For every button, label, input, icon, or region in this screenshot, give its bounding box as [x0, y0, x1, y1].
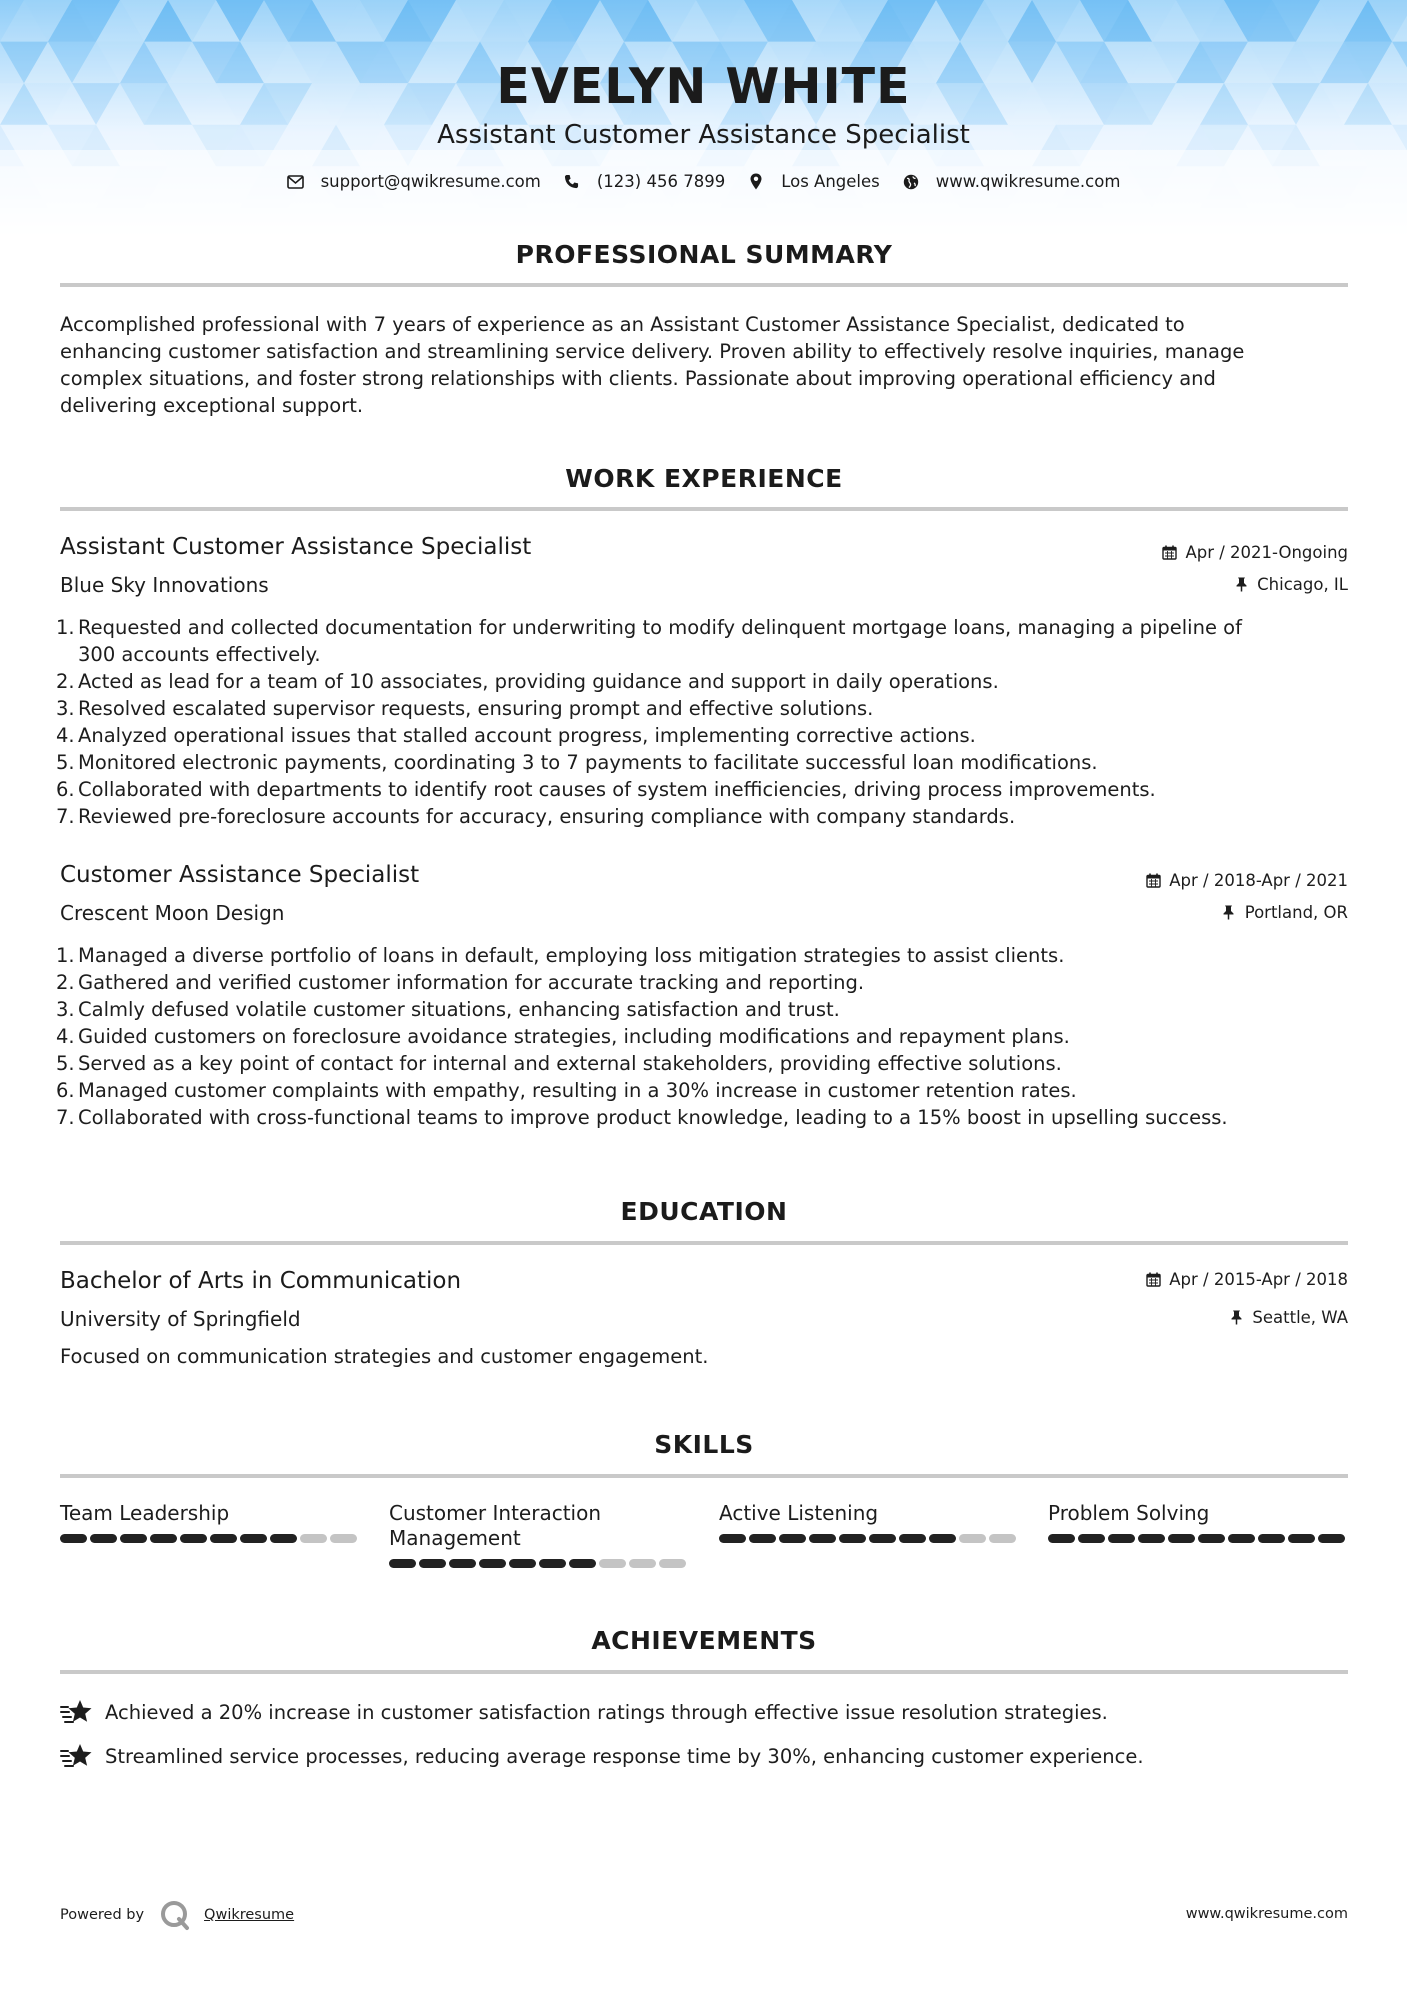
skill-rating-segment	[839, 1534, 866, 1543]
skill-rating-segment	[1048, 1534, 1075, 1543]
contact-website-text: www.qwikresume.com	[935, 172, 1121, 191]
contact-email[interactable]	[287, 172, 541, 191]
summary-line: enhancing customer satisfaction and streamlining service delivery. Proven ability to effectively resolve inquiries, manage	[60, 340, 1245, 363]
skill-rating-segment	[749, 1534, 776, 1543]
skill-item	[719, 1501, 1019, 1543]
skill-rating-segment	[330, 1534, 357, 1543]
education-school: University of Springfield	[60, 1307, 301, 1331]
job-location-text: Portland, OR	[1244, 903, 1348, 922]
skill-rating-segment	[389, 1559, 416, 1568]
skill-rating	[60, 1534, 360, 1543]
skill-rating-segment	[569, 1559, 596, 1568]
list-item: 4. Guided customers on foreclosure avoidance strategies, including modifications and repayment plans.	[56, 1025, 1070, 1048]
skill-rating	[389, 1559, 689, 1568]
education-divider	[60, 1241, 1348, 1245]
summary-line: Accomplished professional with 7 years of experience as an Assistant Customer Assistance Specialist, dedicated to	[60, 313, 1185, 336]
skill-rating-segment	[1198, 1534, 1225, 1543]
contact-location-text: Los Angeles	[781, 172, 880, 191]
skill-rating-segment	[270, 1534, 297, 1543]
list-item: 4. Analyzed operational issues that stalled account progress, implementing corrective actions.	[56, 724, 976, 747]
list-item: 6. Managed customer complaints with empathy, resulting in a 30% increase in customer retention rates.	[56, 1079, 1077, 1102]
job-dates-text: Apr / 2021-Ongoing	[1185, 543, 1348, 562]
job-dates	[1161, 543, 1348, 562]
pin-icon	[1228, 1310, 1244, 1326]
list-item: 2. Acted as lead for a team of 10 associates, providing guidance and support in daily operations.	[56, 670, 999, 693]
skill-rating	[1048, 1534, 1348, 1543]
map-marker-icon	[747, 173, 765, 191]
job-location	[1233, 575, 1348, 594]
skill-rating-segment	[90, 1534, 117, 1543]
skill-rating-segment	[1228, 1534, 1255, 1543]
skill-rating-segment	[959, 1534, 986, 1543]
contact-location	[747, 172, 880, 191]
list-item: 5. Monitored electronic payments, coordinating 3 to 7 payments to facilitate successful loan modifications.	[56, 751, 1098, 774]
pin-icon	[1233, 577, 1249, 593]
skill-name: Active Listening	[719, 1501, 879, 1525]
list-item: 3. Calmly defused volatile customer situations, enhancing satisfaction and trust.	[56, 998, 840, 1021]
skill-rating-segment	[989, 1534, 1016, 1543]
skill-rating-segment	[1078, 1534, 1105, 1543]
list-item: 1. Requested and collected documentation for underwriting to modify delinquent mortgage loans, managing a pipeline of 300 accounts effectively.	[56, 616, 1242, 666]
skill-rating-segment	[899, 1534, 926, 1543]
list-item: 3. Resolved escalated supervisor requests, ensuring prompt and effective solutions.	[56, 697, 874, 720]
skill-item	[60, 1501, 360, 1543]
list-item: 5. Served as a key point of contact for internal and external stakeholders, providing effective solutions.	[56, 1052, 1062, 1075]
job-location-text: Chicago, IL	[1257, 575, 1348, 594]
calendar-icon	[1145, 1272, 1161, 1288]
qwikresume-link[interactable]: Qwikresume	[204, 1907, 295, 1923]
skill-rating-segment	[629, 1559, 656, 1568]
education-dates	[1145, 1270, 1348, 1289]
contact-website[interactable]	[902, 172, 1121, 191]
skill-rating-segment	[1138, 1534, 1165, 1543]
skill-rating-segment	[150, 1534, 177, 1543]
skill-rating-segment	[120, 1534, 147, 1543]
skills-heading: SKILLS	[654, 1430, 754, 1459]
job-company: Blue Sky Innovations	[60, 573, 269, 597]
education-heading: EDUCATION	[620, 1197, 788, 1226]
candidate-name: EVELYN WHITE	[496, 58, 911, 115]
skill-rating-segment	[539, 1559, 566, 1568]
skill-rating-segment	[419, 1559, 446, 1568]
footer-website[interactable]: www.qwikresume.com	[1185, 1906, 1348, 1922]
summary-heading: PROFESSIONAL SUMMARY	[515, 240, 893, 269]
skills-divider	[60, 1474, 1348, 1478]
summary-line: delivering exceptional support.	[60, 394, 364, 417]
list-item: 2. Gathered and verified customer information for accurate tracking and reporting.	[56, 971, 865, 994]
globe-icon	[902, 173, 920, 191]
education-location-text: Seattle, WA	[1252, 1308, 1348, 1327]
skill-rating-segment	[509, 1559, 536, 1568]
contact-row	[0, 172, 1407, 191]
skill-rating-segment	[929, 1534, 956, 1543]
list-item: 7. Collaborated with cross-functional teams to improve product knowledge, leading to a 15% boost in upselling success.	[56, 1106, 1228, 1129]
job-company: Crescent Moon Design	[60, 901, 285, 925]
job-bullets	[56, 614, 1350, 830]
skill-rating-segment	[1258, 1534, 1285, 1543]
skill-rating-segment	[1108, 1534, 1135, 1543]
skill-rating-segment	[869, 1534, 896, 1543]
job-bullets	[56, 942, 1350, 1131]
achievements-divider	[60, 1670, 1348, 1674]
skill-rating-segment	[599, 1559, 626, 1568]
skill-rating-segment	[1288, 1534, 1315, 1543]
skill-name: Team Leadership	[60, 1501, 230, 1525]
skill-rating-segment	[1168, 1534, 1195, 1543]
envelope-icon	[287, 173, 305, 191]
summary-line: complex situations, and foster strong relationships with clients. Passionate about improving operational efficiency and	[60, 367, 1216, 390]
skill-rating-segment	[719, 1534, 746, 1543]
calendar-icon	[1161, 545, 1177, 561]
skill-item	[1048, 1501, 1348, 1543]
skill-rating-segment	[300, 1534, 327, 1543]
education-description: Focused on communication strategies and customer engagement.	[60, 1345, 709, 1368]
skill-rating-segment	[479, 1559, 506, 1568]
experience-divider	[60, 507, 1348, 511]
skill-rating-segment	[180, 1534, 207, 1543]
education-degree: Bachelor of Arts in Communication	[60, 1268, 462, 1294]
skill-rating-segment	[60, 1534, 87, 1543]
skill-rating-segment	[779, 1534, 806, 1543]
achievement-item	[60, 1741, 1144, 1771]
achievement-item	[60, 1697, 1108, 1727]
education-location	[1228, 1308, 1348, 1327]
star-award-icon	[60, 1697, 94, 1727]
skill-rating-segment	[210, 1534, 237, 1543]
list-item: 6. Collaborated with departments to identify root causes of system inefficiencies, driving process improvements.	[56, 778, 1156, 801]
contact-email-text: support@qwikresume.com	[320, 172, 541, 191]
footer-branding	[60, 1898, 294, 1932]
powered-by-label: Powered by	[60, 1907, 145, 1923]
job-role: Customer Assistance Specialist	[60, 862, 420, 888]
job-role: Assistant Customer Assistance Specialist	[60, 534, 532, 560]
experience-heading: WORK EXPERIENCE	[565, 464, 843, 493]
job-location	[1221, 903, 1348, 922]
achievement-text: Streamlined service processes, reducing average response time by 30%, enhancing customer experience.	[105, 1744, 1144, 1768]
summary-text	[60, 311, 1350, 419]
skill-rating-segment	[449, 1559, 476, 1568]
qwikresume-logo-icon	[158, 1898, 192, 1932]
contact-phone[interactable]	[563, 172, 725, 191]
candidate-title: Assistant Customer Assistance Specialist	[437, 120, 970, 150]
education-dates-text: Apr / 2015-Apr / 2018	[1169, 1270, 1348, 1289]
achievement-text: Achieved a 20% increase in customer satisfaction ratings through effective issue resolution strategies.	[105, 1700, 1108, 1724]
skill-name: Problem Solving	[1048, 1501, 1210, 1525]
phone-icon	[563, 173, 581, 191]
star-award-icon	[60, 1741, 94, 1771]
skill-rating-segment	[809, 1534, 836, 1543]
job-dates-text: Apr / 2018-Apr / 2021	[1169, 871, 1348, 890]
skill-rating-segment	[1318, 1534, 1345, 1543]
job-dates	[1145, 871, 1348, 890]
summary-divider	[60, 283, 1348, 287]
skill-rating-segment	[659, 1559, 686, 1568]
calendar-icon	[1145, 873, 1161, 889]
achievements-heading: ACHIEVEMENTS	[591, 1626, 817, 1655]
contact-phone-text: (123) 456 7899	[596, 172, 726, 191]
skill-item	[389, 1501, 689, 1568]
list-item: 7. Reviewed pre-foreclosure accounts for accuracy, ensuring compliance with company standards.	[56, 805, 1016, 828]
list-item: 1. Managed a diverse portfolio of loans in default, employing loss mitigation strategies to assist clients.	[56, 944, 1065, 967]
skill-rating	[719, 1534, 1019, 1543]
skill-name: Customer Interaction Management	[389, 1501, 602, 1550]
skill-rating-segment	[240, 1534, 267, 1543]
pin-icon	[1221, 905, 1237, 921]
